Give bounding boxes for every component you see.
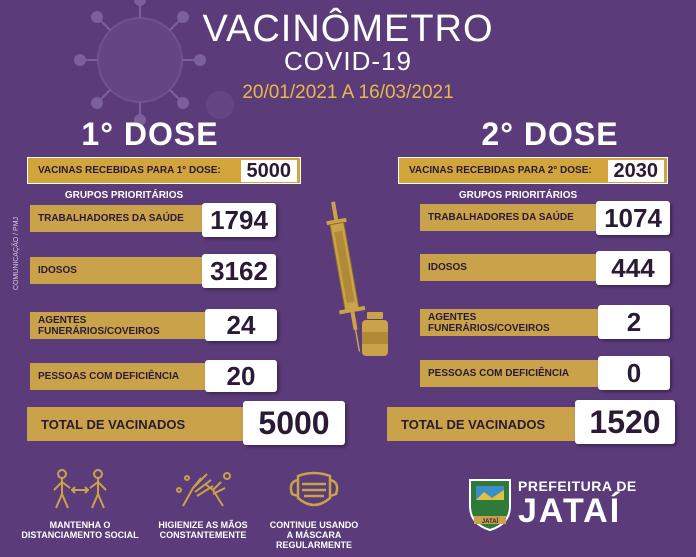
dose2-group-row [420,204,598,231]
dose2-group-label: TRABALHADORES DA SAÚDE [428,212,574,223]
dose1-groups-heading: GRUPOS PRIORITÁRIOS [64,190,184,201]
dose2-received-label: VACINAS RECEBIDAS PARA 2° DOSE: [409,165,592,176]
tip-social-distancing [20,468,140,540]
dose1-group-value: 1794 [202,203,276,237]
dose2-group-row [420,360,598,387]
tip-hand-washing [143,468,263,540]
tip-line: CONSTANTEMENTE [159,530,247,540]
dose2-group-row [420,254,598,281]
dose2-group-value: 1074 [596,201,670,235]
tip-line: A MÁSCARA [286,530,342,540]
dose1-total-row [27,407,252,441]
dose2-group-row [420,309,598,336]
dose2-group-value: 0 [598,356,670,390]
dose2-group-value: 444 [596,251,670,285]
dose1-group-label: TRABALHADORES DA SAÚDE [38,213,184,224]
side-credit: COMUNICAÇÃO / PMJ [13,216,21,291]
dose1-received [27,157,301,184]
dose1-total-value: 5000 [243,401,345,445]
tip-line: HIGIENIZE AS MÃOS [158,520,248,530]
dose2-group-label: AGENTES FUNERÁRIOS/COVEIROS [428,311,550,334]
dose1-group-label: PESSOAS COM DEFICIÊNCIA [38,371,180,382]
seal-text: JATAÍ [481,519,499,525]
dose1-received-value: 5000 [241,160,298,182]
city-logo [518,478,637,528]
page-title: VACINÔMETRO [202,8,494,50]
dose2-group-label: PESSOAS COM DEFICIÊNCIA [428,368,570,379]
tip-face-mask [254,468,374,550]
dose2-total-value: 1520 [575,400,675,444]
dose2-group-value: 2 [598,305,670,339]
city-seal-icon [466,476,514,532]
face-mask-icon [274,468,354,512]
dose1-received-label: VACINAS RECEBIDAS PARA 1° DOSE: [38,165,221,176]
dose1-group-value: 24 [205,309,277,341]
dose1-group-value: 3162 [202,254,276,288]
dose2-received [398,157,668,184]
tip-line: REGULARMENTE [276,540,352,550]
tip-line: DISTANCIAMENTO SOCIAL [21,530,139,540]
logo-line1: PREFEITURA DE [518,478,637,494]
hand-washing-icon [163,468,243,512]
logo-line2: JATAÍ [518,492,622,530]
dose2-group-label: IDOSOS [428,262,467,273]
social-distancing-icon [40,468,120,512]
dose2-title: 2° DOSE [481,116,619,152]
dose2-groups-heading: GRUPOS PRIORITÁRIOS [458,190,578,201]
dose1-group-label: IDOSOS [38,265,77,276]
tip-line: CONTINUE USANDO [269,520,359,530]
dose1-group-row [30,312,205,339]
dose1-group-row [30,257,205,284]
dose1-group-row [30,363,205,390]
dose1-total-label: TOTAL DE VACINADOS [41,416,186,432]
dose2-received-value: 2030 [608,160,665,182]
date-range: 20/01/2021 A 16/03/2021 [242,82,454,103]
dose2-total-row [387,407,592,441]
page-subtitle: COVID-19 [284,46,412,76]
dose2-total-label: TOTAL DE VACINADOS [401,416,546,432]
dose1-title: 1° DOSE [81,116,219,152]
dose1-group-row [30,205,205,232]
dose1-group-label: AGENTES FUNERÁRIOS/COVEIROS [38,314,160,337]
dose1-group-value: 20 [205,360,277,392]
tip-line: MANTENHA O [49,520,111,530]
vaccine-vial-icon [360,312,390,356]
